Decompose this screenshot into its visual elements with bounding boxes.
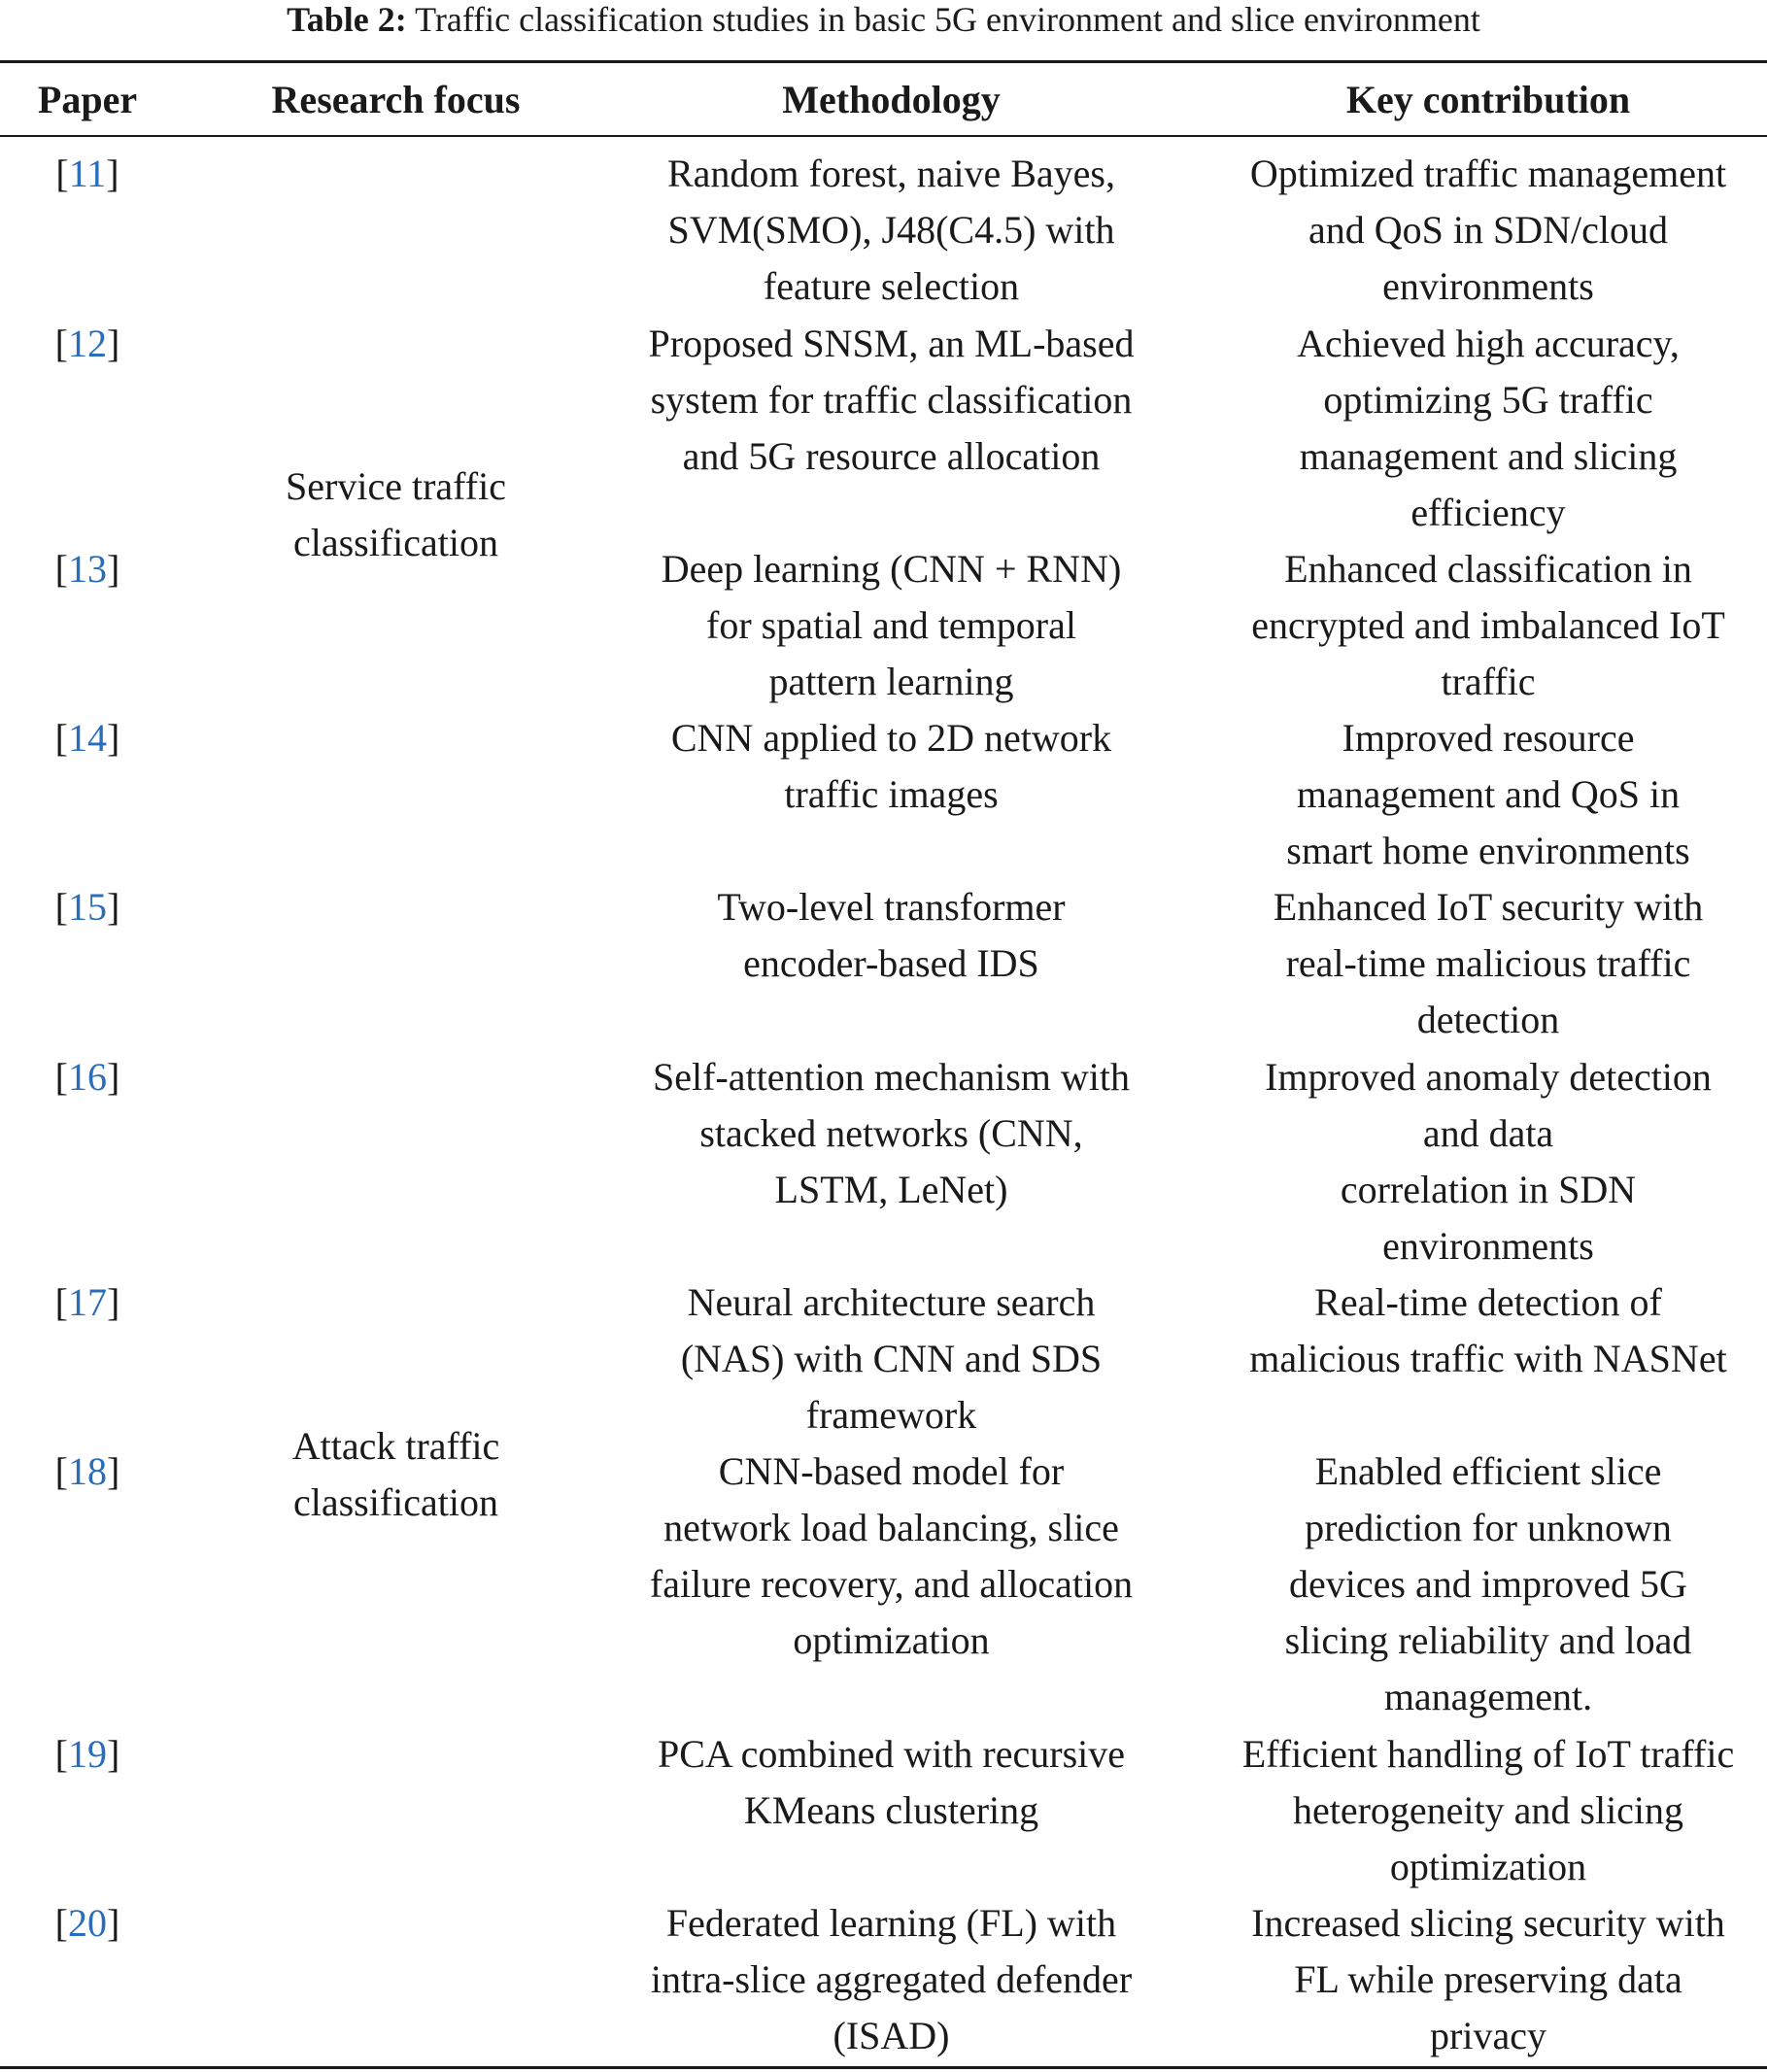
citation-link[interactable]: 13 xyxy=(68,547,107,591)
contribution-line: Increased slicing security with xyxy=(1251,1901,1725,1945)
contribution-cell xyxy=(1209,146,1767,315)
methodology-line: encoder-based IDS xyxy=(743,941,1039,985)
contribution-cell xyxy=(1209,316,1767,541)
contribution-line: privacy xyxy=(1430,2014,1546,2057)
contribution-line: detection xyxy=(1416,998,1560,1041)
header-research-focus: Research focus xyxy=(271,78,521,121)
contribution-line: real-time malicious traffic xyxy=(1285,941,1691,985)
methodology-line: Random forest, naive Bayes, xyxy=(667,152,1115,195)
contribution-line: correlation in SDN xyxy=(1340,1168,1637,1211)
caption-label: Table 2: xyxy=(287,0,407,39)
paper-ref-cell: [15] xyxy=(54,885,120,929)
top-rule xyxy=(0,60,1767,63)
methodology-cell xyxy=(612,710,1171,823)
methodology-line: intra-slice aggregated defender xyxy=(650,1957,1133,2001)
methodology-line: Two-level transformer xyxy=(717,885,1066,929)
methodology-line: pattern learning xyxy=(768,660,1014,703)
group-service-traffic xyxy=(175,459,617,571)
citation-link[interactable]: 11 xyxy=(68,152,107,195)
methodology-line: Neural architecture search xyxy=(687,1280,1096,1324)
methodology-line: optimization xyxy=(793,1618,990,1662)
methodology-line: LSTM, LeNet) xyxy=(774,1168,1008,1211)
contribution-line: Enhanced classification in xyxy=(1284,547,1692,591)
paper-ref-cell: [16] xyxy=(54,1055,120,1099)
contribution-line: prediction for unknown xyxy=(1305,1506,1672,1549)
contribution-line: management and QoS in xyxy=(1296,772,1681,816)
paper-ref-cell: [11] xyxy=(55,152,119,195)
contribution-line: and QoS in SDN/cloud xyxy=(1308,208,1668,252)
contribution-line: optimizing 5G traffic xyxy=(1323,378,1653,422)
methodology-cell xyxy=(612,879,1171,992)
contribution-line: devices and improved 5G xyxy=(1289,1562,1687,1606)
group-line: Attack traffic xyxy=(291,1424,500,1468)
contribution-cell xyxy=(1209,1274,1767,1387)
contribution-cell xyxy=(1209,710,1767,879)
citation-link[interactable]: 16 xyxy=(68,1055,107,1099)
contribution-line: Enabled efficient slice xyxy=(1314,1449,1662,1493)
methodology-cell xyxy=(612,1895,1171,2064)
header-rule xyxy=(0,135,1767,137)
contribution-line: management and slicing xyxy=(1299,434,1678,478)
group-attack-traffic xyxy=(175,1418,617,1531)
contribution-line: Improved resource xyxy=(1342,716,1635,760)
paper-ref-cell: [14] xyxy=(54,716,120,760)
caption-text: Traffic classification studies in basic 5G environment and slice environment xyxy=(415,0,1480,39)
group-line: classification xyxy=(292,521,499,564)
methodology-line: CNN-based model for xyxy=(718,1449,1065,1493)
methodology-line: Deep learning (CNN + RNN) xyxy=(661,547,1122,591)
methodology-line: network load balancing, slice xyxy=(663,1506,1119,1549)
contribution-cell xyxy=(1209,1049,1767,1274)
methodology-cell xyxy=(612,1444,1171,1669)
contribution-line: environments xyxy=(1382,1224,1594,1268)
contribution-line: management. xyxy=(1383,1675,1593,1718)
methodology-line: for spatial and temporal xyxy=(706,603,1076,647)
citation-link[interactable]: 12 xyxy=(68,322,107,365)
contribution-line: Achieved high accuracy, xyxy=(1297,322,1680,365)
contribution-line: traffic xyxy=(1441,660,1536,703)
methodology-line: and 5G resource allocation xyxy=(682,434,1101,478)
citation-link[interactable]: 15 xyxy=(68,885,107,929)
contribution-cell xyxy=(1209,1895,1767,2064)
group-line: classification xyxy=(292,1480,499,1524)
methodology-line: traffic images xyxy=(784,772,999,816)
header-paper: Paper xyxy=(37,78,138,121)
contribution-line: Real-time detection of xyxy=(1314,1280,1662,1324)
header-key-contribution: Key contribution xyxy=(1345,78,1631,121)
paper-ref-cell: [18] xyxy=(54,1449,120,1493)
methodology-cell xyxy=(612,1049,1171,1218)
methodology-line: (NAS) with CNN and SDS xyxy=(680,1337,1103,1380)
methodology-line: system for traffic classification xyxy=(650,378,1133,422)
citation-link[interactable]: 17 xyxy=(68,1280,107,1324)
contribution-cell xyxy=(1209,541,1767,710)
contribution-line: encrypted and imbalanced IoT xyxy=(1251,603,1725,647)
methodology-line: CNN applied to 2D network xyxy=(670,716,1112,760)
contribution-line: smart home environments xyxy=(1286,829,1690,872)
methodology-line: feature selection xyxy=(763,264,1020,308)
header-methodology: Methodology xyxy=(782,78,1001,121)
contribution-line: malicious traffic with NASNet xyxy=(1249,1337,1727,1380)
group-line: Service traffic xyxy=(286,464,506,508)
methodology-line: Self-attention mechanism with xyxy=(653,1055,1130,1099)
methodology-line: Proposed SNSM, an ML-based xyxy=(648,322,1135,365)
methodology-cell xyxy=(612,1274,1171,1444)
contribution-line: slicing reliability and load xyxy=(1284,1618,1692,1662)
paper-ref-cell: [12] xyxy=(54,322,120,365)
contribution-line: heterogeneity and slicing xyxy=(1292,1788,1684,1832)
paper-ref-cell: [17] xyxy=(54,1280,120,1324)
contribution-cell xyxy=(1209,1444,1767,1725)
contribution-line: efficiency xyxy=(1410,491,1566,534)
paper-ref-cell: [13] xyxy=(54,547,120,591)
contribution-line: Optimized traffic management xyxy=(1249,152,1727,195)
bottom-rule xyxy=(0,2066,1767,2069)
paper-ref-cell: [20] xyxy=(54,1901,120,1945)
methodology-cell xyxy=(612,541,1171,710)
citation-link[interactable]: 19 xyxy=(68,1732,107,1776)
methodology-line: stacked networks (CNN, xyxy=(699,1111,1083,1155)
contribution-line: FL while preserving data xyxy=(1294,1957,1682,2001)
contribution-cell xyxy=(1209,879,1767,1048)
contribution-line: optimization xyxy=(1389,1845,1587,1888)
methodology-cell xyxy=(612,1726,1171,1839)
contribution-line: and data xyxy=(1422,1111,1554,1155)
methodology-line: failure recovery, and allocation xyxy=(649,1562,1134,1606)
citation-link[interactable]: 20 xyxy=(68,1901,107,1945)
contribution-line: Enhanced IoT security with xyxy=(1273,885,1704,929)
contribution-line: environments xyxy=(1382,264,1594,308)
table-caption xyxy=(0,0,1767,39)
methodology-line: PCA combined with recursive xyxy=(657,1732,1126,1776)
citation-link[interactable]: 14 xyxy=(68,716,107,760)
methodology-line: framework xyxy=(805,1393,977,1437)
methodology-cell xyxy=(612,316,1171,485)
methodology-line: KMeans clustering xyxy=(743,1788,1039,1832)
contribution-cell xyxy=(1209,1726,1767,1895)
paper-ref-cell: [19] xyxy=(54,1732,120,1776)
methodology-line: SVM(SMO), J48(C4.5) with xyxy=(667,208,1115,252)
contribution-line: Improved anomaly detection xyxy=(1265,1055,1712,1099)
methodology-line: (ISAD) xyxy=(833,2014,950,2057)
methodology-line: Federated learning (FL) with xyxy=(665,1901,1117,1945)
methodology-cell xyxy=(612,146,1171,315)
citation-link[interactable]: 18 xyxy=(68,1449,107,1493)
contribution-line: Efficient handling of IoT traffic xyxy=(1241,1732,1735,1776)
